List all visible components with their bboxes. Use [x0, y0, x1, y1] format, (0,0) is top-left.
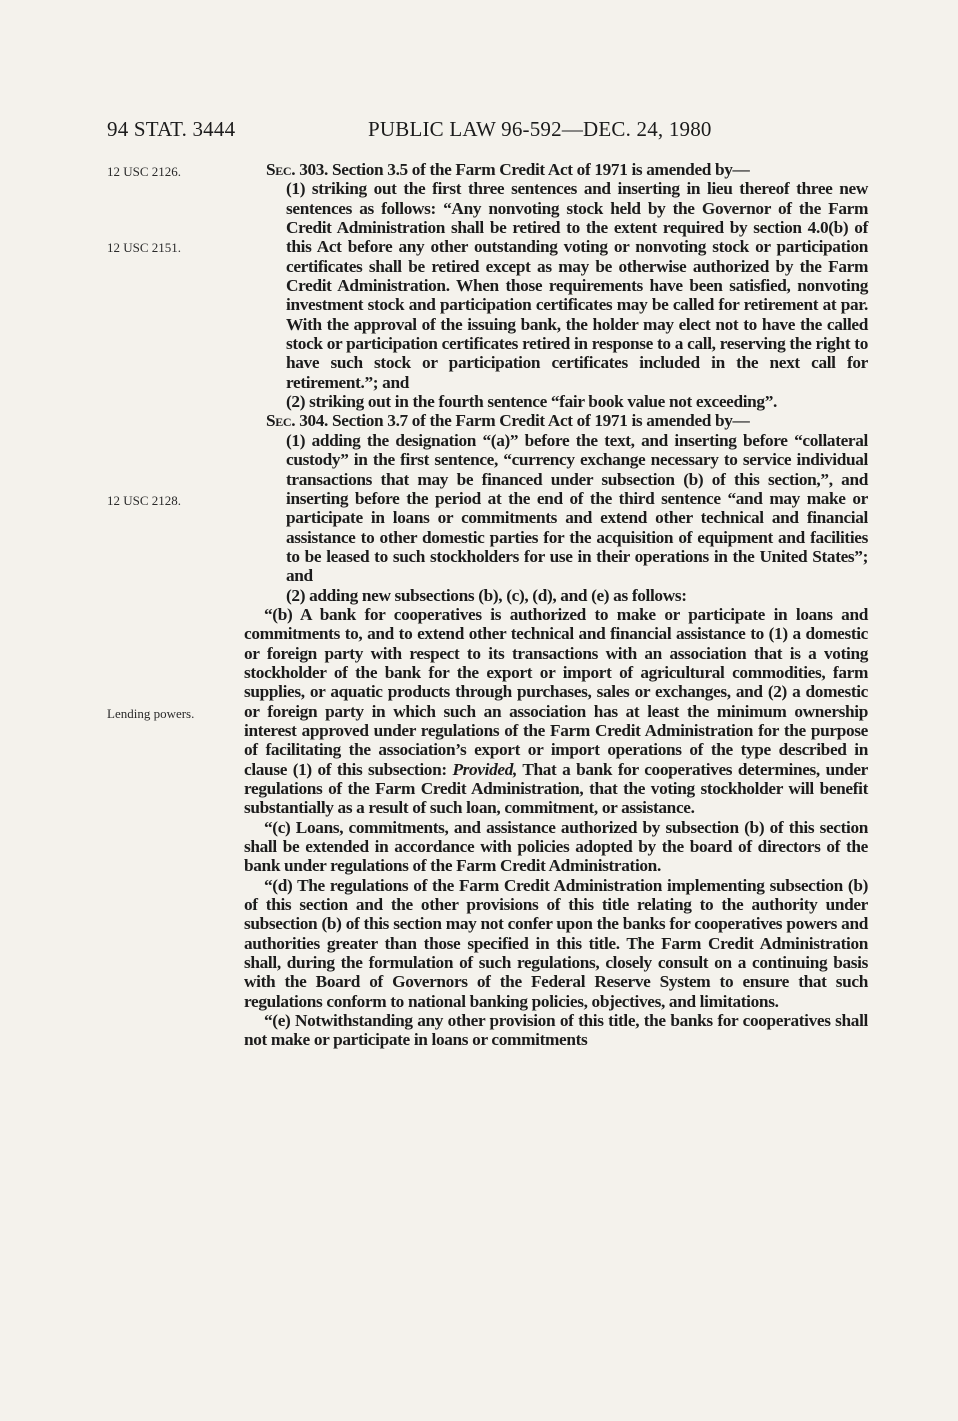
- subsection-b: [244, 605, 868, 818]
- margin-note-usc-2128: 12 USC 2128.: [107, 493, 182, 508]
- subsection-b-text: “(b) A bank for cooperatives is authorized to make or participate in loans and commitments to, and to extend other technical and financial assistance to (1) a domestic or foreign party with respect to its transactions with an association that is a voting stockholder of the bank for the export or import of agricultural commodities, farm supplies, or aquatic products through purchases, sales or exchanges, and (2) a domestic or foreign party in which such an association has at least the minimum ownership interest approved under regulations of the Farm Credit Administration for the purpose of facilitating the association’s export or import operations of the type described in clause (1) of this subsection:: [244, 604, 868, 779]
- section-303-heading: [244, 160, 868, 179]
- section-label: Sec.: [266, 411, 296, 431]
- section-304-item-2: (2) adding new subsections (b), (c), (d), and (e) as follows:: [286, 585, 687, 605]
- subsection-b-proviso: That a bank for cooperatives determines, under regulations of the Farm Credit Administration, that the voting stockholder will benefit substantially as a result of such loan, commitment, or assistance.: [244, 759, 868, 818]
- section-303-text: 303. Section 3.5 of the Farm Credit Act of 1971 is amended by—: [299, 160, 750, 179]
- subsection-d: “(d) The regulations of the Farm Credit Administration implementing subsection (b) of this section and the other provisions of this title relating to the authority under subsection (b) of this section may not confer upon the banks for cooperatives powers and authorities greater than those specified in this title. The Farm Credit Administration shall, during the formulation of such regulations, closely consult on a continuing basis with the Board of Governors of the Federal Reserve System to ensure that such regulations conform to national banking policies, objectives, and limitations.: [244, 875, 868, 1011]
- margin-note-usc-2126: 12 USC 2126.: [107, 164, 182, 179]
- section-label: Sec.: [266, 160, 296, 179]
- section-303-item-1: (1) striking out the first three sentences and inserting in lieu thereof three new sentences as follows: “Any nonvoting stock held by the Governor of the Farm Credit Administration shall be retired to the extent required by section 4.0(b) of this Act before any other outstanding voting or nonvoting stock or participation certificates shall be retired except as may be otherwise authorized by the Farm Credit Administration. When those requirements have been satisfied, nonvoting investment stock and participation certificates may be called for retirement at par. With the approval of the issuing bank, the holder may elect not to have the called stock or participation certificates retired in response to a call, reserving the right to have such stock or participation certificates included in the next call for retirement.”; and: [286, 179, 868, 392]
- section-304-heading: [244, 411, 868, 430]
- statute-page-number: 94 STAT. 3444: [107, 117, 236, 141]
- subsection-c: “(c) Loans, commitments, and assistance authorized by subsection (b) of this section shall be extended in accordance with policies adopted by the board of directors of the bank under regulations of the Farm Credit Administration.: [244, 817, 868, 876]
- statute-body: [244, 160, 868, 1050]
- margin-note-usc-2151: 12 USC 2151.: [107, 240, 182, 255]
- public-law-title: PUBLIC LAW 96-592—DEC. 24, 1980: [368, 117, 712, 141]
- section-304-text: 304. Section 3.7 of the Farm Credit Act of 1971 is amended by—: [299, 411, 750, 431]
- margin-note-lending-powers: Lending powers.: [107, 706, 195, 721]
- provided-clause: Provided,: [452, 759, 517, 779]
- section-303-item-2: (2) striking out in the fourth sentence “fair book value not exceeding”.: [286, 392, 777, 412]
- section-304-item-1: (1) adding the designation “(a)” before the text, and inserting before “collateral custody” in the first sentence, “currency exchange necessary to service individual transactions that may be financed under subsection (b) of this section,”, and inserting before the period at the end of the third sentence “and may make or participate in loans or commitments and extend other technical and financial assistance to other domestic parties for the acquisition of equipment and facilities to be leased to such stockholders for use in their operations in the United States”; and: [286, 430, 868, 586]
- subsection-e: “(e) Notwithstanding any other provision of this title, the banks for cooperatives shall not make or participate in loans or commitments: [244, 1011, 868, 1050]
